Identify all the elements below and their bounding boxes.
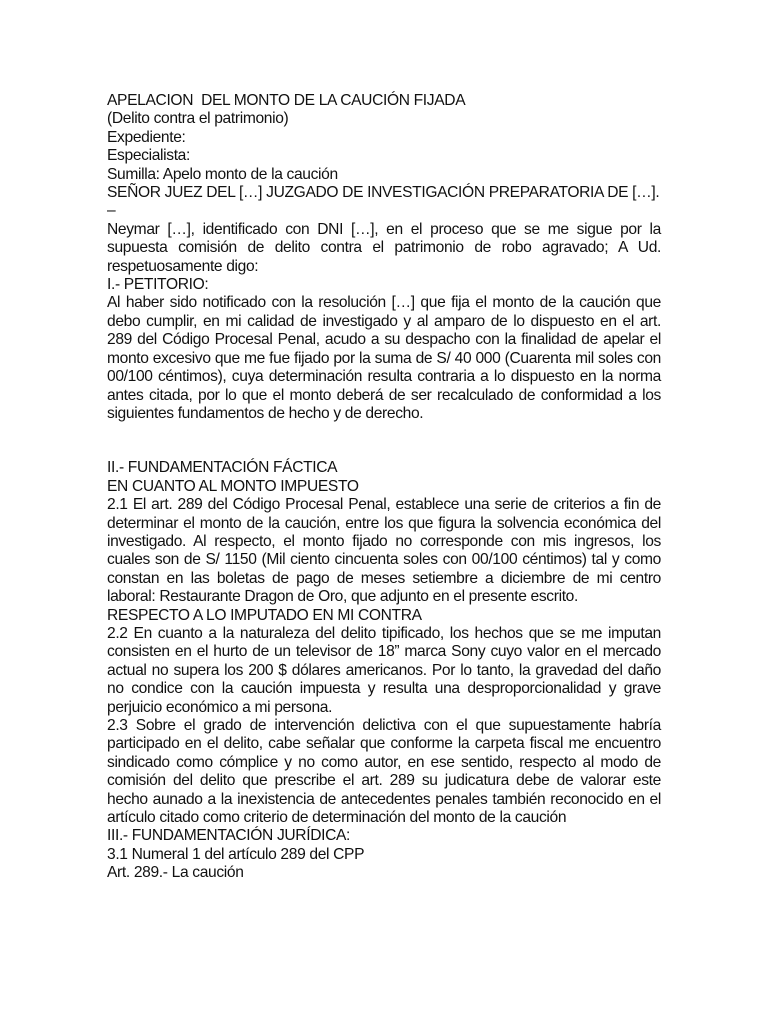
sumilla-line: Sumilla: Apelo monto de la caución [107,165,338,183]
paragraph-gap [107,423,661,459]
paragraph-3-1: 3.1 Numeral 1 del artículo 289 del CPP [107,845,365,863]
paragraph-2-3: 2.3 Sobre el grado de intervención delictiva con el que supuestamente habría participado en el delito, cabe señalar que conforme la carpeta fiscal me encuentro sindicado como cómplice y no como autor, en ese sentido, respecto al modo de comisión del delito que prescribe el art. 289 su judicatura debe de valorar este hecho aunado a la inexistencia de antecedentes penales también reconocido en el artículo citado como criterio de determinación del monto de la caución [107,717,661,827]
paragraph-2-1: 2.1 El art. 289 del Código Procesal Penal, establece una serie de criterios a fin de determinar el monto de la caución, entre los que figura la solvencia económica del investigado. Al respecto, el monto fijado no corresponde con mis ingresos, los cuales son de S/ 1150 (Mil ciento cincuenta soles con 00/100 céntimos) tal y como constan en las boletas de pago de meses setiembre a diciembre de mi centro laboral: Restaurante Dragon de Oro, que adjunto en el presente escrito. [107,496,661,606]
expediente-line: Expediente: [107,128,186,146]
addressee-line: SEÑOR JUEZ DEL […] JUZGADO DE INVESTIGACIÓN PREPARATORIA DE […]. – [107,184,660,220]
intro-paragraph: Neymar […], identificado con DNI […], en el proceso que se me sigue por la supuesta comisión de delito contra el patrimonio de robo agravado; A Ud. respetuosamente digo: [107,220,661,275]
document-page [107,92,661,883]
section-heading-petitorio: I.- PETITORIO: [107,276,209,294]
petitorio-paragraph: Al haber sido notificado con la resolución […] que fija el monto de la caución que debo cumplir, en mi calidad de investigado y al amparo de lo dispuesto en el art. 289 del Código Procesal Penal, acudo a su despacho con la finalidad de apelar el monto excesivo que me fue fijado por la suma de S/ 40 000 (Cuarenta mil soles con 00/100 céntimos), cuya determinación resulta contraria a lo dispuesto en la norma antes citada, por lo que el monto deberá de ser recalculado de conformidad a los siguientes fundamentos de hecho y de derecho. [107,294,661,422]
subheading-monto-impuesto: EN CUANTO AL MONTO IMPUESTO [107,477,359,495]
especialista-line: Especialista: [107,147,190,165]
article-line: Art. 289.- La caución [107,864,244,882]
section-heading-juridica: III.- FUNDAMENTACIÓN JURÍDICA: [107,827,351,845]
document-title: APELACION DEL MONTO DE LA CAUCIÓN FIJADA [107,92,466,109]
document-subtitle: (Delito contra el patrimonio) [107,110,289,128]
paragraph-2-2: 2.2 En cuanto a la naturaleza del delito tipificado, los hechos que se me imputan consisten en el hurto de un televisor de 18” marca Sony cuyo valor en el mercado actual no supera los 200 $ dólares americanos. Por lo tanto, la gravedad del daño no condice con la caución impuesta y resulta una desproporcionalidad y grave perjuicio económico a mi persona. [107,624,661,716]
subheading-imputado: RESPECTO A LO IMPUTADO EN MI CONTRA [107,606,422,624]
section-heading-factica: II.- FUNDAMENTACIÓN FÁCTICA [107,459,338,477]
